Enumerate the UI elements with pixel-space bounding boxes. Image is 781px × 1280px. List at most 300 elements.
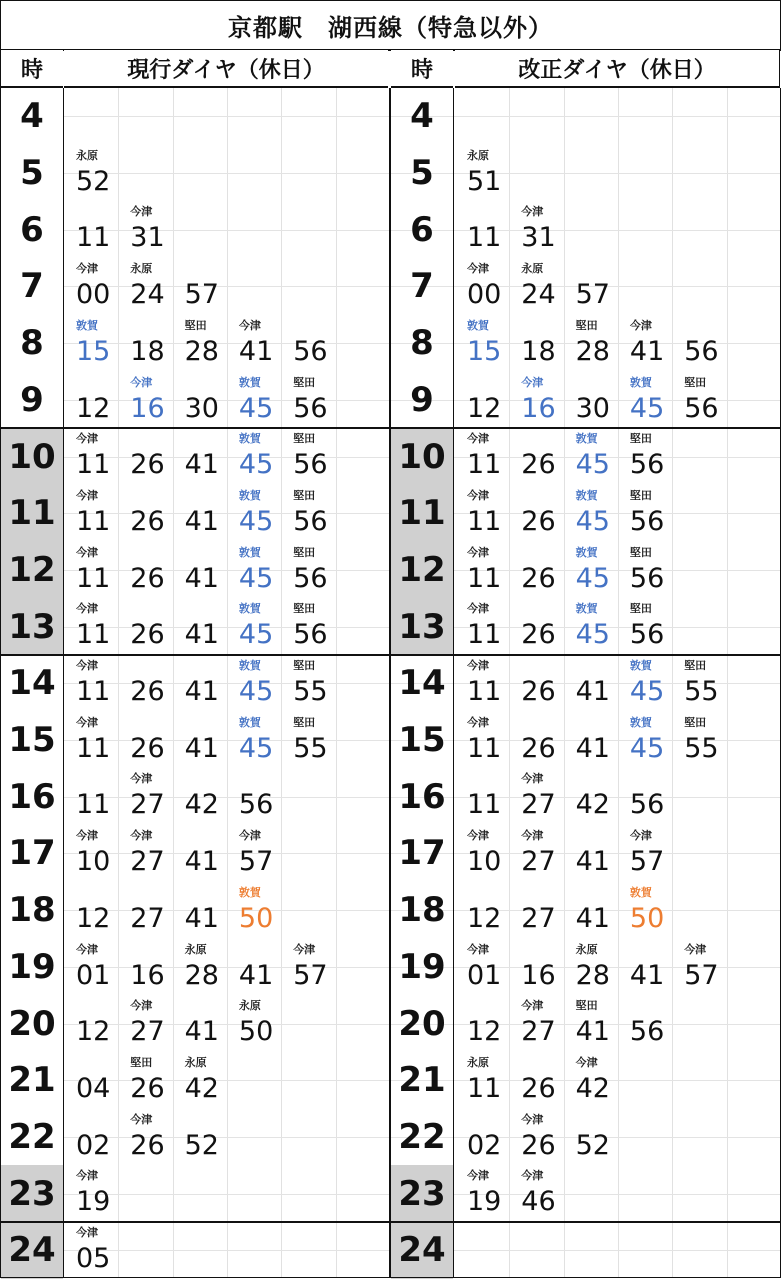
departure-minute: 41 <box>629 335 665 367</box>
left-hour-cell: 22 <box>8 1116 56 1157</box>
right-departure-cell <box>618 428 672 485</box>
destination-label: 今津 <box>521 829 544 843</box>
departure-minute: 27 <box>521 1016 556 1048</box>
departure-minute: 27 <box>521 789 556 821</box>
departure-minute: 11 <box>467 1072 502 1104</box>
departure-minute: 01 <box>76 959 111 991</box>
departure-minute: 50 <box>238 902 274 934</box>
departure-minute: 41 <box>184 505 219 537</box>
left-departure-cell <box>118 315 172 372</box>
left-departure-cell <box>64 258 118 315</box>
destination-label: 堅田 <box>575 999 598 1013</box>
departure-minute: 27 <box>130 902 165 934</box>
departure-minute: 51 <box>467 165 502 197</box>
left-hour-cell: 17 <box>8 833 56 874</box>
left-departure-cell <box>173 712 227 769</box>
left-departure-cell <box>281 655 335 712</box>
right-departure-cell <box>509 428 563 485</box>
right-departure-cell <box>509 258 563 315</box>
departure-minute: 04 <box>76 1072 111 1104</box>
right-departure-cell <box>455 258 509 315</box>
right-hour-cell: 4 <box>410 96 434 137</box>
column-divider <box>389 88 391 1278</box>
timetable-grid <box>0 88 781 1278</box>
right-departure-cell <box>672 372 726 429</box>
right-departure-cell <box>509 939 563 996</box>
destination-label: 堅田 <box>293 602 316 616</box>
destination-label: 今津 <box>521 999 544 1013</box>
destination-label: 堅田 <box>684 375 707 389</box>
departure-minute: 12 <box>467 392 502 424</box>
right-departure-cell <box>564 939 618 996</box>
departure-minute: 26 <box>130 732 165 764</box>
departure-minute: 18 <box>130 335 165 367</box>
departure-minute: 11 <box>467 789 502 821</box>
departure-minute: 30 <box>184 392 219 424</box>
left-departure-cell <box>281 428 335 485</box>
left-departure-cell <box>173 598 227 655</box>
column-divider <box>0 88 1 1278</box>
right-departure-cell <box>509 825 563 882</box>
departure-minute: 26 <box>130 676 165 707</box>
right-departure-cell <box>618 542 672 599</box>
left-departure-cell <box>227 372 281 429</box>
right-hour-cell: 19 <box>398 946 446 987</box>
departure-minute: 56 <box>293 505 328 537</box>
left-departure-cell <box>64 1165 118 1222</box>
departure-minute: 50 <box>238 1016 274 1048</box>
departure-minute: 41 <box>575 902 610 934</box>
right-hour-cell: 20 <box>398 1003 446 1044</box>
right-departure-cell <box>564 712 618 769</box>
left-departure-cell <box>118 655 172 712</box>
destination-label: 今津 <box>467 488 489 502</box>
departure-minute: 41 <box>238 335 274 367</box>
right-hour-cell: 16 <box>398 776 446 817</box>
departure-minute: 26 <box>521 676 556 707</box>
departure-minute: 41 <box>575 732 610 764</box>
destination-label: 敦賀 <box>575 602 598 616</box>
right-departure-cell <box>455 939 509 996</box>
right-hour-cell: 9 <box>410 379 434 420</box>
left-departure-cell <box>64 1222 118 1279</box>
left-departure-cell <box>227 768 281 825</box>
departure-minute: 05 <box>76 1243 111 1274</box>
destination-label: 堅田 <box>684 659 707 672</box>
destination-label: 今津 <box>629 829 652 843</box>
departure-minute: 57 <box>184 279 219 311</box>
departure-minute: 27 <box>130 846 165 878</box>
destination-label: 今津 <box>130 375 153 389</box>
destination-label: 敦賀 <box>575 488 598 502</box>
destination-label: 今津 <box>238 829 261 843</box>
departure-minute: 45 <box>238 392 274 424</box>
departure-minute: 28 <box>184 335 219 367</box>
departure-minute: 11 <box>467 449 502 481</box>
destination-label: 敦賀 <box>575 545 598 559</box>
destination-label: 今津 <box>467 432 489 446</box>
left-hour-cell: 6 <box>20 209 44 250</box>
left-departure-cell <box>173 258 227 315</box>
departure-minute: 45 <box>238 449 274 481</box>
destination-label: 敦賀 <box>238 715 261 729</box>
departure-minute: 41 <box>575 846 610 878</box>
left-departure-cell <box>281 372 335 429</box>
departure-minute: 30 <box>575 392 610 424</box>
departure-minute: 56 <box>293 335 328 367</box>
destination-label: 敦賀 <box>238 432 261 446</box>
right-departure-cell <box>564 372 618 429</box>
left-departure-cell <box>64 598 118 655</box>
departure-minute: 45 <box>238 505 274 537</box>
destination-label: 永原 <box>467 1055 489 1069</box>
destination-label: 堅田 <box>293 375 316 389</box>
destination-label: 敦賀 <box>467 318 489 332</box>
left-table-header: 現行ダイヤ（休日） <box>64 50 388 88</box>
destination-label: 永原 <box>130 262 153 276</box>
departure-minute: 42 <box>184 789 219 821</box>
departure-minute: 45 <box>238 619 274 651</box>
departure-minute: 55 <box>684 676 719 707</box>
left-departure-cell <box>173 428 227 485</box>
departure-minute: 45 <box>575 619 610 651</box>
left-departure-cell <box>227 939 281 996</box>
departure-minute: 26 <box>130 449 165 481</box>
destination-label: 堅田 <box>130 1055 153 1069</box>
left-hour-cell: 13 <box>1 598 63 655</box>
right-departure-cell <box>455 1109 509 1166</box>
left-departure-cell <box>64 1052 118 1109</box>
left-departure-cell <box>281 542 335 599</box>
destination-label: 今津 <box>76 659 98 672</box>
left-departure-cell <box>118 1109 172 1166</box>
destination-label: 堅田 <box>629 488 652 502</box>
right-departure-cell <box>509 598 563 655</box>
departure-minute: 41 <box>184 449 219 481</box>
left-hour-cell: 9 <box>20 379 44 420</box>
left-departure-cell <box>227 882 281 939</box>
right-departure-cell <box>618 315 672 372</box>
departure-minute: 45 <box>629 676 665 707</box>
right-departure-cell <box>509 995 563 1052</box>
right-hour-cell: 7 <box>410 266 434 307</box>
right-departure-cell <box>509 655 563 712</box>
departure-minute: 26 <box>521 1129 556 1161</box>
left-departure-cell <box>64 995 118 1052</box>
left-hour-cell: 16 <box>8 776 56 817</box>
destination-label: 今津 <box>467 1169 489 1183</box>
destination-label: 今津 <box>521 1169 544 1183</box>
right-hour-cell: 6 <box>410 209 434 250</box>
right-departure-cell <box>618 939 672 996</box>
right-departure-cell <box>618 712 672 769</box>
left-departure-cell <box>64 428 118 485</box>
departure-minute: 57 <box>575 279 610 311</box>
left-departure-cell <box>64 372 118 429</box>
left-departure-cell <box>64 315 118 372</box>
right-hour-cell: 14 <box>398 663 446 704</box>
left-departure-cell <box>64 655 118 712</box>
destination-label: 今津 <box>130 1112 153 1126</box>
left-departure-cell <box>64 1109 118 1166</box>
left-departure-cell <box>173 1109 227 1166</box>
left-hour-cell: 12 <box>1 542 63 599</box>
destination-label: 今津 <box>521 1112 544 1126</box>
destination-label: 今津 <box>238 318 261 332</box>
left-departure-cell <box>118 258 172 315</box>
destination-label: 今津 <box>76 1169 98 1183</box>
left-departure-cell <box>227 598 281 655</box>
destination-label: 今津 <box>130 772 153 786</box>
right-departure-cell <box>618 372 672 429</box>
destination-label: 今津 <box>130 829 153 843</box>
right-departure-cell <box>618 598 672 655</box>
departure-minute: 41 <box>184 619 219 651</box>
left-departure-cell <box>173 655 227 712</box>
departure-minute: 11 <box>76 676 111 707</box>
destination-label: 今津 <box>76 602 98 616</box>
departure-minute: 26 <box>521 562 556 594</box>
destination-label: 永原 <box>184 1055 207 1069</box>
departure-minute: 01 <box>467 959 502 991</box>
left-hour-cell: 11 <box>1 485 63 542</box>
departure-minute: 16 <box>521 392 556 424</box>
departure-minute: 42 <box>575 1072 610 1104</box>
destination-label: 今津 <box>76 262 98 276</box>
right-departure-cell <box>564 542 618 599</box>
destination-label: 敦賀 <box>629 885 652 899</box>
right-departure-cell <box>564 1109 618 1166</box>
left-departure-cell <box>64 939 118 996</box>
right-departure-cell <box>455 201 509 258</box>
departure-minute: 56 <box>629 789 665 821</box>
left-departure-cell <box>173 882 227 939</box>
departure-minute: 27 <box>130 789 165 821</box>
departure-minute: 41 <box>575 1016 610 1048</box>
right-departure-cell <box>455 598 509 655</box>
departure-minute: 16 <box>521 959 556 991</box>
left-departure-cell <box>281 939 335 996</box>
departure-minute: 41 <box>184 732 219 764</box>
departure-minute: 45 <box>238 732 274 764</box>
timetable-title: 京都駅 湖西線（特急以外） <box>0 0 781 51</box>
right-departure-cell <box>564 882 618 939</box>
left-departure-cell <box>118 825 172 882</box>
departure-minute: 52 <box>575 1129 610 1161</box>
left-departure-cell <box>118 712 172 769</box>
right-departure-cell <box>509 315 563 372</box>
left-hour-cell: 4 <box>20 96 44 137</box>
departure-minute: 26 <box>521 505 556 537</box>
departure-minute: 41 <box>184 676 219 707</box>
right-departure-cell <box>455 1165 509 1222</box>
destination-label: 今津 <box>76 488 98 502</box>
departure-minute: 57 <box>629 846 665 878</box>
left-departure-cell <box>227 542 281 599</box>
departure-minute: 42 <box>184 1072 219 1104</box>
right-departure-cell <box>455 825 509 882</box>
right-departure-cell <box>509 1165 563 1222</box>
left-departure-cell <box>281 315 335 372</box>
right-departure-cell <box>564 598 618 655</box>
left-departure-cell <box>64 712 118 769</box>
right-hour-cell: 12 <box>391 542 453 599</box>
departure-minute: 26 <box>521 1072 556 1104</box>
destination-label: 今津 <box>130 999 153 1013</box>
right-hour-cell: 15 <box>398 720 446 761</box>
right-departure-cell <box>672 939 726 996</box>
destination-label: 今津 <box>467 545 489 559</box>
departure-minute: 26 <box>130 505 165 537</box>
departure-minute: 41 <box>238 959 274 991</box>
destination-label: 敦賀 <box>238 375 261 389</box>
destination-label: 堅田 <box>575 318 598 332</box>
departure-minute: 18 <box>521 335 556 367</box>
right-hour-cell: 10 <box>391 428 453 485</box>
left-departure-cell <box>173 995 227 1052</box>
left-departure-cell <box>64 825 118 882</box>
right-departure-cell <box>509 372 563 429</box>
left-departure-cell <box>173 1052 227 1109</box>
departure-minute: 31 <box>130 222 165 254</box>
column-divider <box>453 88 454 1278</box>
departure-minute: 26 <box>521 619 556 651</box>
bottom-border <box>0 1277 781 1278</box>
right-departure-cell <box>564 258 618 315</box>
departure-minute: 26 <box>521 449 556 481</box>
right-departure-cell <box>509 542 563 599</box>
departure-minute: 57 <box>684 959 719 991</box>
destination-label: 今津 <box>467 602 489 616</box>
departure-minute: 56 <box>684 335 719 367</box>
destination-label: 永原 <box>521 262 544 276</box>
right-hour-cell: 13 <box>391 598 453 655</box>
departure-minute: 11 <box>467 505 502 537</box>
right-departure-cell <box>564 768 618 825</box>
destination-label: 今津 <box>684 942 707 956</box>
destination-label: 今津 <box>76 1226 98 1239</box>
departure-minute: 55 <box>293 732 328 764</box>
departure-minute: 11 <box>76 789 111 821</box>
destination-label: 永原 <box>238 999 261 1013</box>
left-departure-cell <box>118 768 172 825</box>
departure-minute: 56 <box>293 619 328 651</box>
departure-minute: 10 <box>467 846 502 878</box>
departure-minute: 55 <box>684 732 719 764</box>
left-departure-cell <box>227 825 281 882</box>
departure-minute: 16 <box>130 959 165 991</box>
departure-minute: 11 <box>467 676 502 707</box>
left-departure-cell <box>64 145 118 202</box>
departure-minute: 12 <box>467 1016 502 1048</box>
destination-label: 敦賀 <box>238 659 261 672</box>
departure-minute: 42 <box>575 789 610 821</box>
destination-label: 今津 <box>575 1055 598 1069</box>
right-departure-cell <box>509 485 563 542</box>
left-departure-cell <box>173 372 227 429</box>
right-table-header: 改正ダイヤ（休日） <box>455 50 780 88</box>
right-departure-cell <box>509 1052 563 1109</box>
destination-label: 敦賀 <box>575 432 598 446</box>
left-hour-cell: 21 <box>8 1060 56 1101</box>
right-departure-cell <box>509 201 563 258</box>
left-departure-cell <box>118 201 172 258</box>
destination-label: 今津 <box>467 942 489 956</box>
right-departure-cell <box>509 712 563 769</box>
right-departure-cell <box>455 315 509 372</box>
destination-label: 堅田 <box>293 488 316 502</box>
destination-label: 今津 <box>521 375 544 389</box>
departure-minute: 11 <box>76 562 111 594</box>
departure-minute: 41 <box>629 959 665 991</box>
destination-label: 今津 <box>521 205 544 219</box>
departure-minute: 45 <box>629 732 665 764</box>
left-hour-cell: 5 <box>20 153 44 194</box>
left-departure-cell <box>64 768 118 825</box>
left-departure-cell <box>227 655 281 712</box>
destination-label: 今津 <box>76 942 98 956</box>
departure-minute: 45 <box>629 392 665 424</box>
destination-label: 今津 <box>76 545 98 559</box>
left-hour-cell: 15 <box>8 720 56 761</box>
left-departure-cell <box>118 995 172 1052</box>
departure-minute: 00 <box>76 279 111 311</box>
right-hour-cell: 18 <box>398 890 446 931</box>
destination-label: 今津 <box>467 715 489 729</box>
right-departure-cell <box>564 315 618 372</box>
destination-label: 今津 <box>293 942 316 956</box>
departure-minute: 11 <box>76 619 111 651</box>
left-departure-cell <box>64 201 118 258</box>
right-departure-cell <box>672 712 726 769</box>
left-departure-cell <box>118 372 172 429</box>
departure-minute: 02 <box>76 1129 111 1161</box>
left-hour-cell: 23 <box>1 1165 63 1222</box>
destination-label: 堅田 <box>629 602 652 616</box>
departure-minute: 56 <box>629 619 665 651</box>
right-departure-cell <box>564 825 618 882</box>
departure-minute: 00 <box>467 279 502 311</box>
left-departure-cell <box>118 882 172 939</box>
right-hour-cell: 23 <box>391 1165 453 1222</box>
destination-label: 堅田 <box>293 659 316 672</box>
right-departure-cell <box>564 995 618 1052</box>
left-departure-cell <box>173 939 227 996</box>
departure-minute: 15 <box>76 335 111 367</box>
departure-minute: 56 <box>629 449 665 481</box>
left-hour-cell: 18 <box>8 890 56 931</box>
right-hour-cell: 22 <box>398 1116 446 1157</box>
right-departure-cell <box>455 145 509 202</box>
left-departure-cell <box>173 485 227 542</box>
destination-label: 敦賀 <box>629 659 652 672</box>
left-departure-cell <box>118 939 172 996</box>
left-departure-cell <box>118 598 172 655</box>
departure-minute: 55 <box>293 676 328 707</box>
departure-minute: 11 <box>76 732 111 764</box>
destination-label: 堅田 <box>629 432 652 446</box>
left-departure-cell <box>173 825 227 882</box>
departure-minute: 19 <box>76 1186 111 1218</box>
departure-minute: 45 <box>575 562 610 594</box>
departure-minute: 56 <box>629 562 665 594</box>
right-hour-cell: 8 <box>410 323 434 364</box>
departure-minute: 16 <box>130 392 165 424</box>
departure-minute: 45 <box>575 449 610 481</box>
departure-minute: 24 <box>521 279 556 311</box>
departure-minute: 11 <box>467 562 502 594</box>
departure-minute: 11 <box>76 505 111 537</box>
